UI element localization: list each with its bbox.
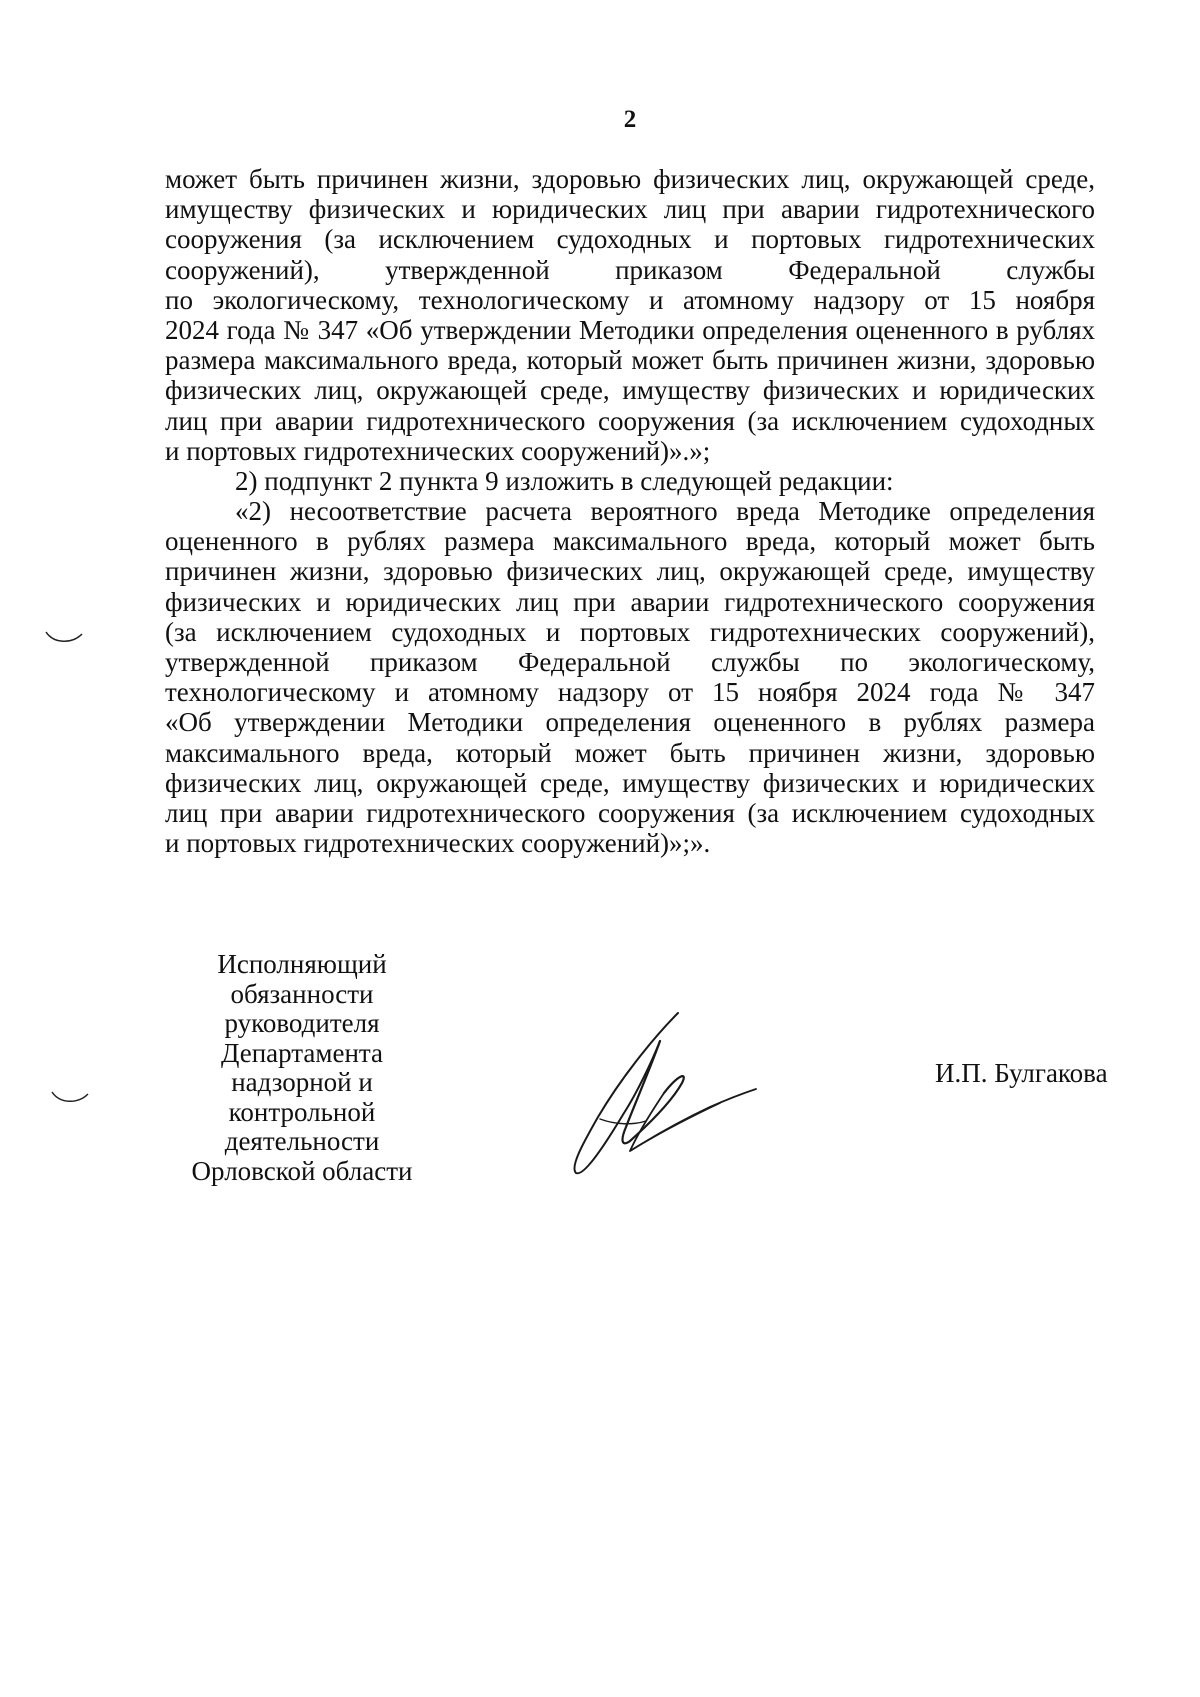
document-body (165, 164, 1095, 858)
page-number: 2 (623, 106, 637, 133)
signer-position-title (182, 950, 422, 1186)
text-line: размера максимального вреда, который может быть причинен жизни, здоровью (165, 345, 1095, 376)
text-line: «Об утверждении Методики определения оцененного в рублях размера (165, 707, 1095, 738)
text-line: (за исключением судоходных и портовых гидротехнических сооружений), (165, 616, 1095, 647)
scan-artifact-icon (50, 1088, 90, 1108)
text-line: «2) несоответствие расчета вероятного вреда Методике определения (235, 496, 1095, 527)
text-line: имуществу физических и юридических лиц при аварии гидротехнического (165, 194, 1095, 225)
text-line: 2) подпункт 2 пункта 9 изложить в следующей редакции: (235, 465, 894, 496)
position-line: Департамента (220, 1037, 384, 1068)
position-line: контрольной (228, 1096, 376, 1127)
text-line: 2024 года № 347 «Об утверждении Методики определения оцененного в рублях (165, 314, 1095, 345)
text-line: сооружения (за исключением судоходных и портовых гидротехнических (165, 224, 1095, 255)
position-line: руководителя (224, 1008, 380, 1038)
position-line: деятельности (224, 1126, 380, 1156)
position-line: обязанности (230, 978, 374, 1009)
scan-artifact-icon (44, 628, 84, 648)
text-line: физических и юридических лиц при аварии гидротехнического сооружения (165, 586, 1095, 617)
text-line: утвержденной приказом Федеральной службы по экологическому, (165, 647, 1095, 677)
position-line: надзорной и (231, 1067, 373, 1097)
text-line: технологическому и атомному надзору от 15 ноября 2024 года № 347 (165, 677, 1095, 708)
text-line: может быть причинен жизни, здоровью физических лиц, окружающей среде, (165, 164, 1095, 194)
text-line: и портовых гидротехнических сооружений)»;». (165, 828, 711, 859)
text-line: максимального вреда, который может быть причинен жизни, здоровью (165, 737, 1095, 768)
text-line: лиц при аварии гидротехнического сооружения (за исключением судоходных (165, 405, 1095, 436)
signer-name: И.П. Булгакова (935, 1058, 1108, 1088)
position-line: Исполняющий (217, 949, 387, 979)
handwritten-signature-icon (560, 995, 760, 1175)
text-line: оцененного в рублях размера максимального вреда, который может быть (165, 526, 1095, 557)
text-line: сооружений), утвержденной приказом Федеральной службы (165, 254, 1095, 285)
text-line: причинен жизни, здоровью физических лиц, окружающей среде, имуществу (165, 556, 1095, 587)
text-line: по экологическому, технологическому и атомному надзору от 15 ноября (165, 284, 1095, 315)
position-line: Орловской области (191, 1155, 413, 1186)
text-line: физических лиц, окружающей среде, имуществу физических и юридических (165, 375, 1095, 406)
text-line: физических лиц, окружающей среде, имуществу физических и юридических (165, 767, 1095, 798)
text-line: и портовых гидротехнических сооружений)».»; (165, 435, 711, 466)
text-line: лиц при аварии гидротехнического сооружения (за исключением судоходных (165, 797, 1095, 828)
